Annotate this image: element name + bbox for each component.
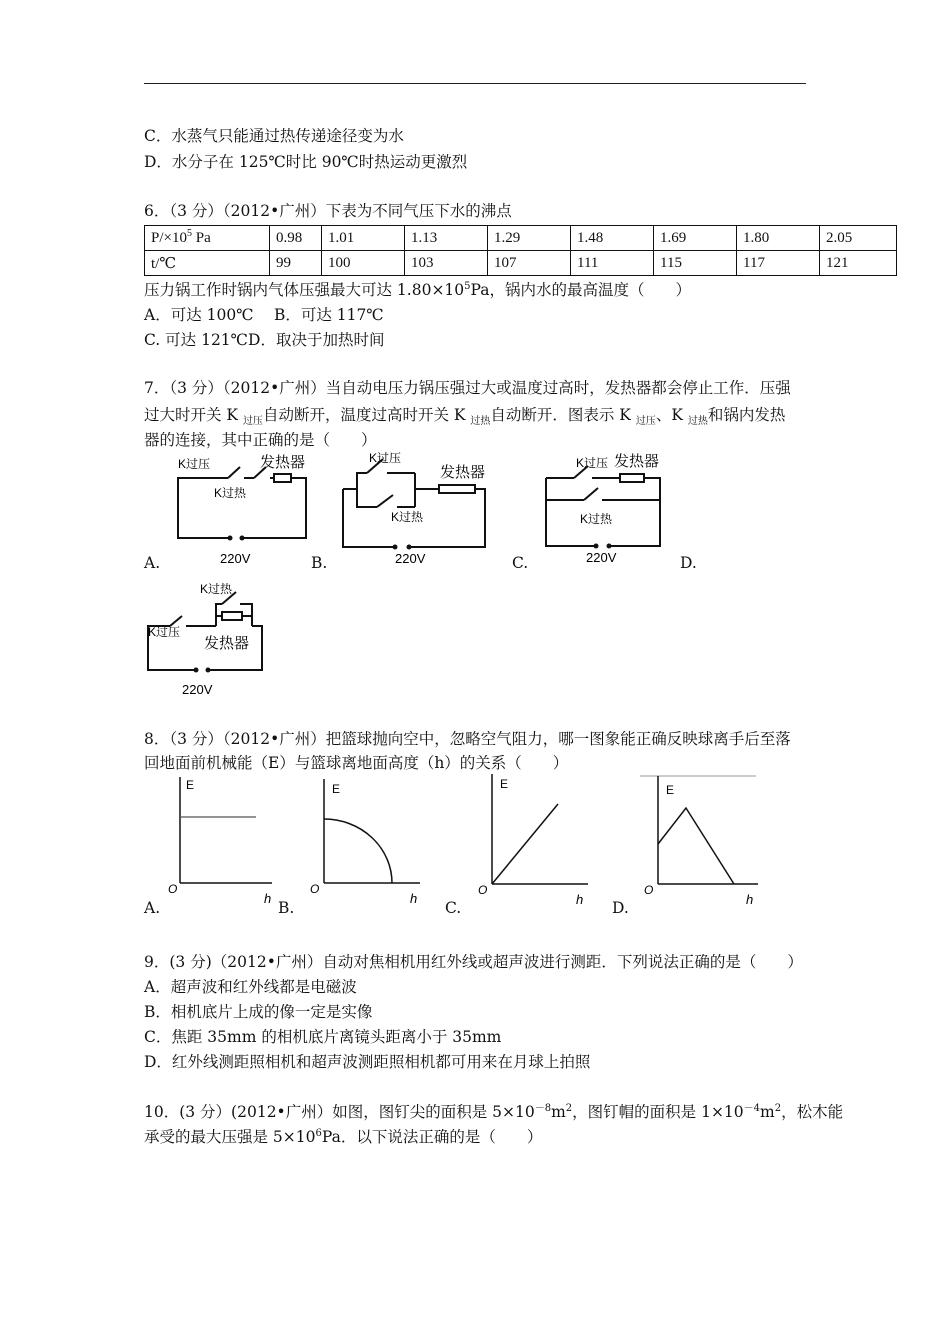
label-voltage: 220V [395,551,426,566]
table-cell: 1.80 [737,226,820,251]
axis-e-label: E [186,778,195,792]
table-cell: 121 [820,251,897,276]
circuit-a-diagram [160,452,320,572]
table-cell: 115 [654,251,737,276]
table-row-temperature [145,251,897,276]
axis-e-label: E [666,783,675,797]
header-rule [144,83,806,84]
row-label-temperature: t/℃ [145,251,270,276]
graph-a [160,775,280,910]
label-voltage: 220V [182,682,213,697]
q9-option-d: D．红外线测距照相机和超声波测距照相机都可用来在月球上拍照 [144,1053,591,1071]
table-cell: 1.29 [488,226,571,251]
origin-label: O [478,883,488,897]
axis-h-label: h [576,892,584,907]
q7-line1: 7．（3 分）（2012•广州）当自动电压力锅压强过大或温度过高时，发热器都会停止工作．压强 [144,379,791,397]
label-voltage: 220V [586,550,617,565]
circuit-b-diagram [335,449,495,572]
label-heater: 发热器 [260,454,306,471]
q5-option-c: C．水蒸气只能通过热传递途径变为水 [144,127,404,145]
q8-option-c[interactable]: C. [445,899,462,917]
table-cell: 1.48 [571,226,654,251]
axis-e-label: E [500,777,509,791]
table-row-pressure [145,226,897,251]
q7-option-c[interactable]: C. [512,554,529,572]
axis-h-label: h [264,891,272,906]
boiling-point-table [144,225,897,276]
axis-e-label: E [332,782,341,796]
axis-h-label: h [746,892,754,907]
graph-b [300,775,430,910]
label-k-heat: K过热 [200,582,233,596]
row-label-pressure: $P/\times 10^5$ Pa [145,226,270,251]
q7-line2: 过大时开关 K $_{过压}$自动断开，温度过高时开关 K $_{过热}$自动断开．图表示 K $_{过压}$、K $_{过热}$和锅内发热 [144,406,786,428]
q8-option-d[interactable]: D. [612,899,629,917]
label-voltage: 220V [220,551,251,566]
q9-option-a: A．超声波和红外线都是电磁波 [144,978,357,996]
table-cell: 0.98 [270,226,322,251]
label-k-pressure: K过压 [576,456,609,470]
q7-option-a[interactable]: A. [144,554,161,572]
q8-option-b[interactable]: B. [278,899,295,917]
label-heater: 发热器 [204,635,250,652]
table-cell: 103 [405,251,488,276]
circuit-c-diagram [536,450,671,572]
graph-b-curve [324,819,392,883]
table-cell: 1.69 [654,226,737,251]
graph-d-curve [658,808,734,884]
table-cell: 1.01 [322,226,405,251]
q9-stem: 9．(3 分)（2012•广州）自动对焦相机用红外线或超声波进行测距．下列说法正确的是（ ） [144,953,803,971]
q6-options-ab: A．可达 100℃ B．可达 117℃ [144,306,384,324]
label-k-pressure: K过压 [369,451,402,465]
q9-option-b: B．相机底片上成的像一定是实像 [144,1003,373,1021]
table-cell: 107 [488,251,571,276]
origin-label: O [644,883,654,897]
q7-line3: 器的连接，其中正确的是（ ） [144,431,377,449]
circuit-d-diagram [144,578,274,700]
graph-d [640,770,770,910]
label-heater: 发热器 [614,453,660,470]
q9-option-c: C．焦距 35mm 的相机底片离镜头距离小于 35mm [144,1028,502,1046]
origin-label: O [310,882,320,896]
q5-option-d: D．水分子在 125℃时比 90℃时热运动更激烈 [144,153,468,171]
label-k-heat: K过热 [580,512,613,526]
origin-label: O [168,882,178,896]
q10-line2: 承受的最大压强是 $5\times 10^6Pa$．以下说法正确的是（ ） [144,1127,543,1146]
label-k-heat: K过热 [391,510,424,524]
label-heater: 发热器 [440,464,486,481]
q7-option-b[interactable]: B. [311,554,328,572]
axis-h-label: h [410,891,418,906]
q6-question: 压力锅工作时锅内气体压强最大可达 $1.80\times 10^5Pa$，锅内水的最高温度（ ） [144,280,692,299]
graph-c [470,770,600,910]
table-cell: 99 [270,251,322,276]
q7-option-d[interactable]: D. [680,554,697,572]
q8-option-a[interactable]: A. [144,899,161,917]
q8-line2: 回地面前机械能（E）与篮球离地面高度（h）的关系（ ） [144,754,569,772]
q6-stem: 6．（3 分）（2012•广州）下表为不同气压下水的沸点 [144,202,512,220]
q8-line1: 8．（3 分）（2012•广州）把篮球抛向空中，忽略空气阻力，哪一图象能正确反映球离手后至落 [144,730,791,748]
graph-c-curve [492,804,558,884]
table-cell: 117 [737,251,820,276]
label-k-pressure: K过压 [178,457,211,471]
table-cell: 111 [571,251,654,276]
q6-options-cd: C. 可达 121℃D．取决于加热时间 [144,331,385,349]
label-k-pressure: K过压 [148,625,181,639]
label-k-heat: K过热 [214,486,247,500]
table-cell: 1.13 [405,226,488,251]
table-cell: 100 [322,251,405,276]
q10-line1: 10．(3 分）(2012•广州）如图，图钉尖的面积是 $5\times 10^{-8}m^2$，图钉帽的面积是 $1\times 10^{-4}m^2$，松木能 [144,1102,844,1121]
table-cell: 2.05 [820,226,897,251]
